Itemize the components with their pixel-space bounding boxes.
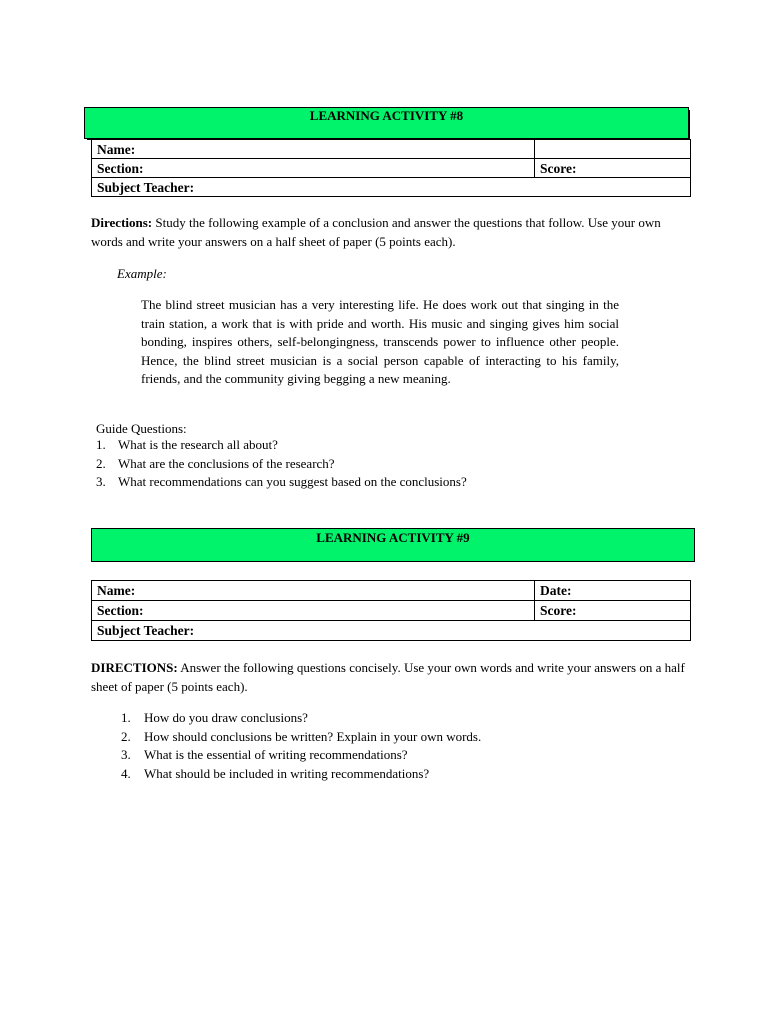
- table-row: [92, 581, 691, 601]
- section-field[interactable]: Section:: [92, 159, 535, 178]
- list-number: 3.: [96, 474, 106, 489]
- list-text: What recommendations can you suggest based on the conclusions?: [118, 474, 467, 489]
- list-item: [121, 728, 481, 747]
- list-number: 1.: [121, 710, 131, 725]
- list-number: 2.: [121, 728, 131, 744]
- directions-label: Directions:: [91, 215, 153, 230]
- score-field[interactable]: Score:: [535, 601, 691, 621]
- example-label: Example:: [117, 266, 167, 281]
- list-item: [96, 455, 467, 474]
- activity9-title-banner: [91, 528, 695, 562]
- activity9-info-table: [91, 580, 691, 641]
- list-item: [121, 765, 481, 784]
- guide-questions-title: Guide Questions:: [96, 421, 187, 436]
- list-text: What is the essential of writing recommendations?: [144, 747, 408, 762]
- list-text: How should conclusions be written? Explain in your own words.: [144, 728, 482, 744]
- directions-label: DIRECTIONS:: [91, 660, 178, 675]
- section-field[interactable]: Section:: [92, 601, 535, 621]
- score-field[interactable]: Score:: [535, 159, 691, 178]
- list-item: [96, 473, 467, 492]
- table-row: [92, 621, 691, 641]
- activity9-directions: [91, 658, 691, 696]
- table-row: [92, 159, 691, 178]
- list-item: [121, 746, 481, 765]
- table-row: [92, 178, 691, 197]
- table-row: [92, 601, 691, 621]
- table-row: [92, 140, 691, 159]
- activity9-questions-list: [121, 709, 481, 783]
- directions-text: Answer the following questions concisely. Use your own words and write your answers on a half sheet of paper (5 points each).: [91, 660, 685, 694]
- subject-teacher-field[interactable]: Subject Teacher:: [92, 621, 691, 641]
- list-text: What should be included in writing recommendations?: [144, 765, 430, 781]
- activity9-title: LEARNING ACTIVITY #9: [316, 530, 470, 545]
- list-text: How do you draw conclusions?: [144, 710, 308, 725]
- list-number: 4.: [121, 765, 131, 781]
- list-text: What is the research all about?: [118, 437, 278, 452]
- directions-text: Study the following example of a conclusion and answer the questions that follow. Use your own words and write your answers on a half sheet of paper (5 points each).: [91, 215, 661, 249]
- subject-teacher-field[interactable]: Subject Teacher:: [92, 178, 691, 197]
- activity8-title: LEARNING ACTIVITY #8: [309, 108, 464, 123]
- list-text: What are the conclusions of the research?: [118, 455, 335, 471]
- list-number: 3.: [121, 747, 131, 762]
- name-field[interactable]: Name:: [92, 140, 535, 159]
- activity8-info-table: [91, 139, 691, 197]
- date-field[interactable]: Date:: [535, 581, 691, 601]
- activity8-title-banner: [84, 107, 689, 139]
- list-item: [121, 709, 481, 728]
- name-field[interactable]: Name:: [92, 581, 535, 601]
- list-item: [96, 436, 467, 455]
- list-number: 1.: [96, 437, 106, 452]
- guide-questions-list: [96, 436, 467, 492]
- activity8-directions: [91, 213, 691, 251]
- example-paragraph: The blind street musician has a very interesting life. He does work out that singing in the train station, a work that is with pride and worth. His music and singing gives him social bonding, inspires others, self-belongingness, transcends power to influence other people. Hence, the blind street musician is a social person capable of interacting to his family, friends, and the community giving begging a new meaning.: [141, 297, 619, 386]
- list-number: 2.: [96, 455, 106, 471]
- name-extra-cell[interactable]: [535, 140, 691, 159]
